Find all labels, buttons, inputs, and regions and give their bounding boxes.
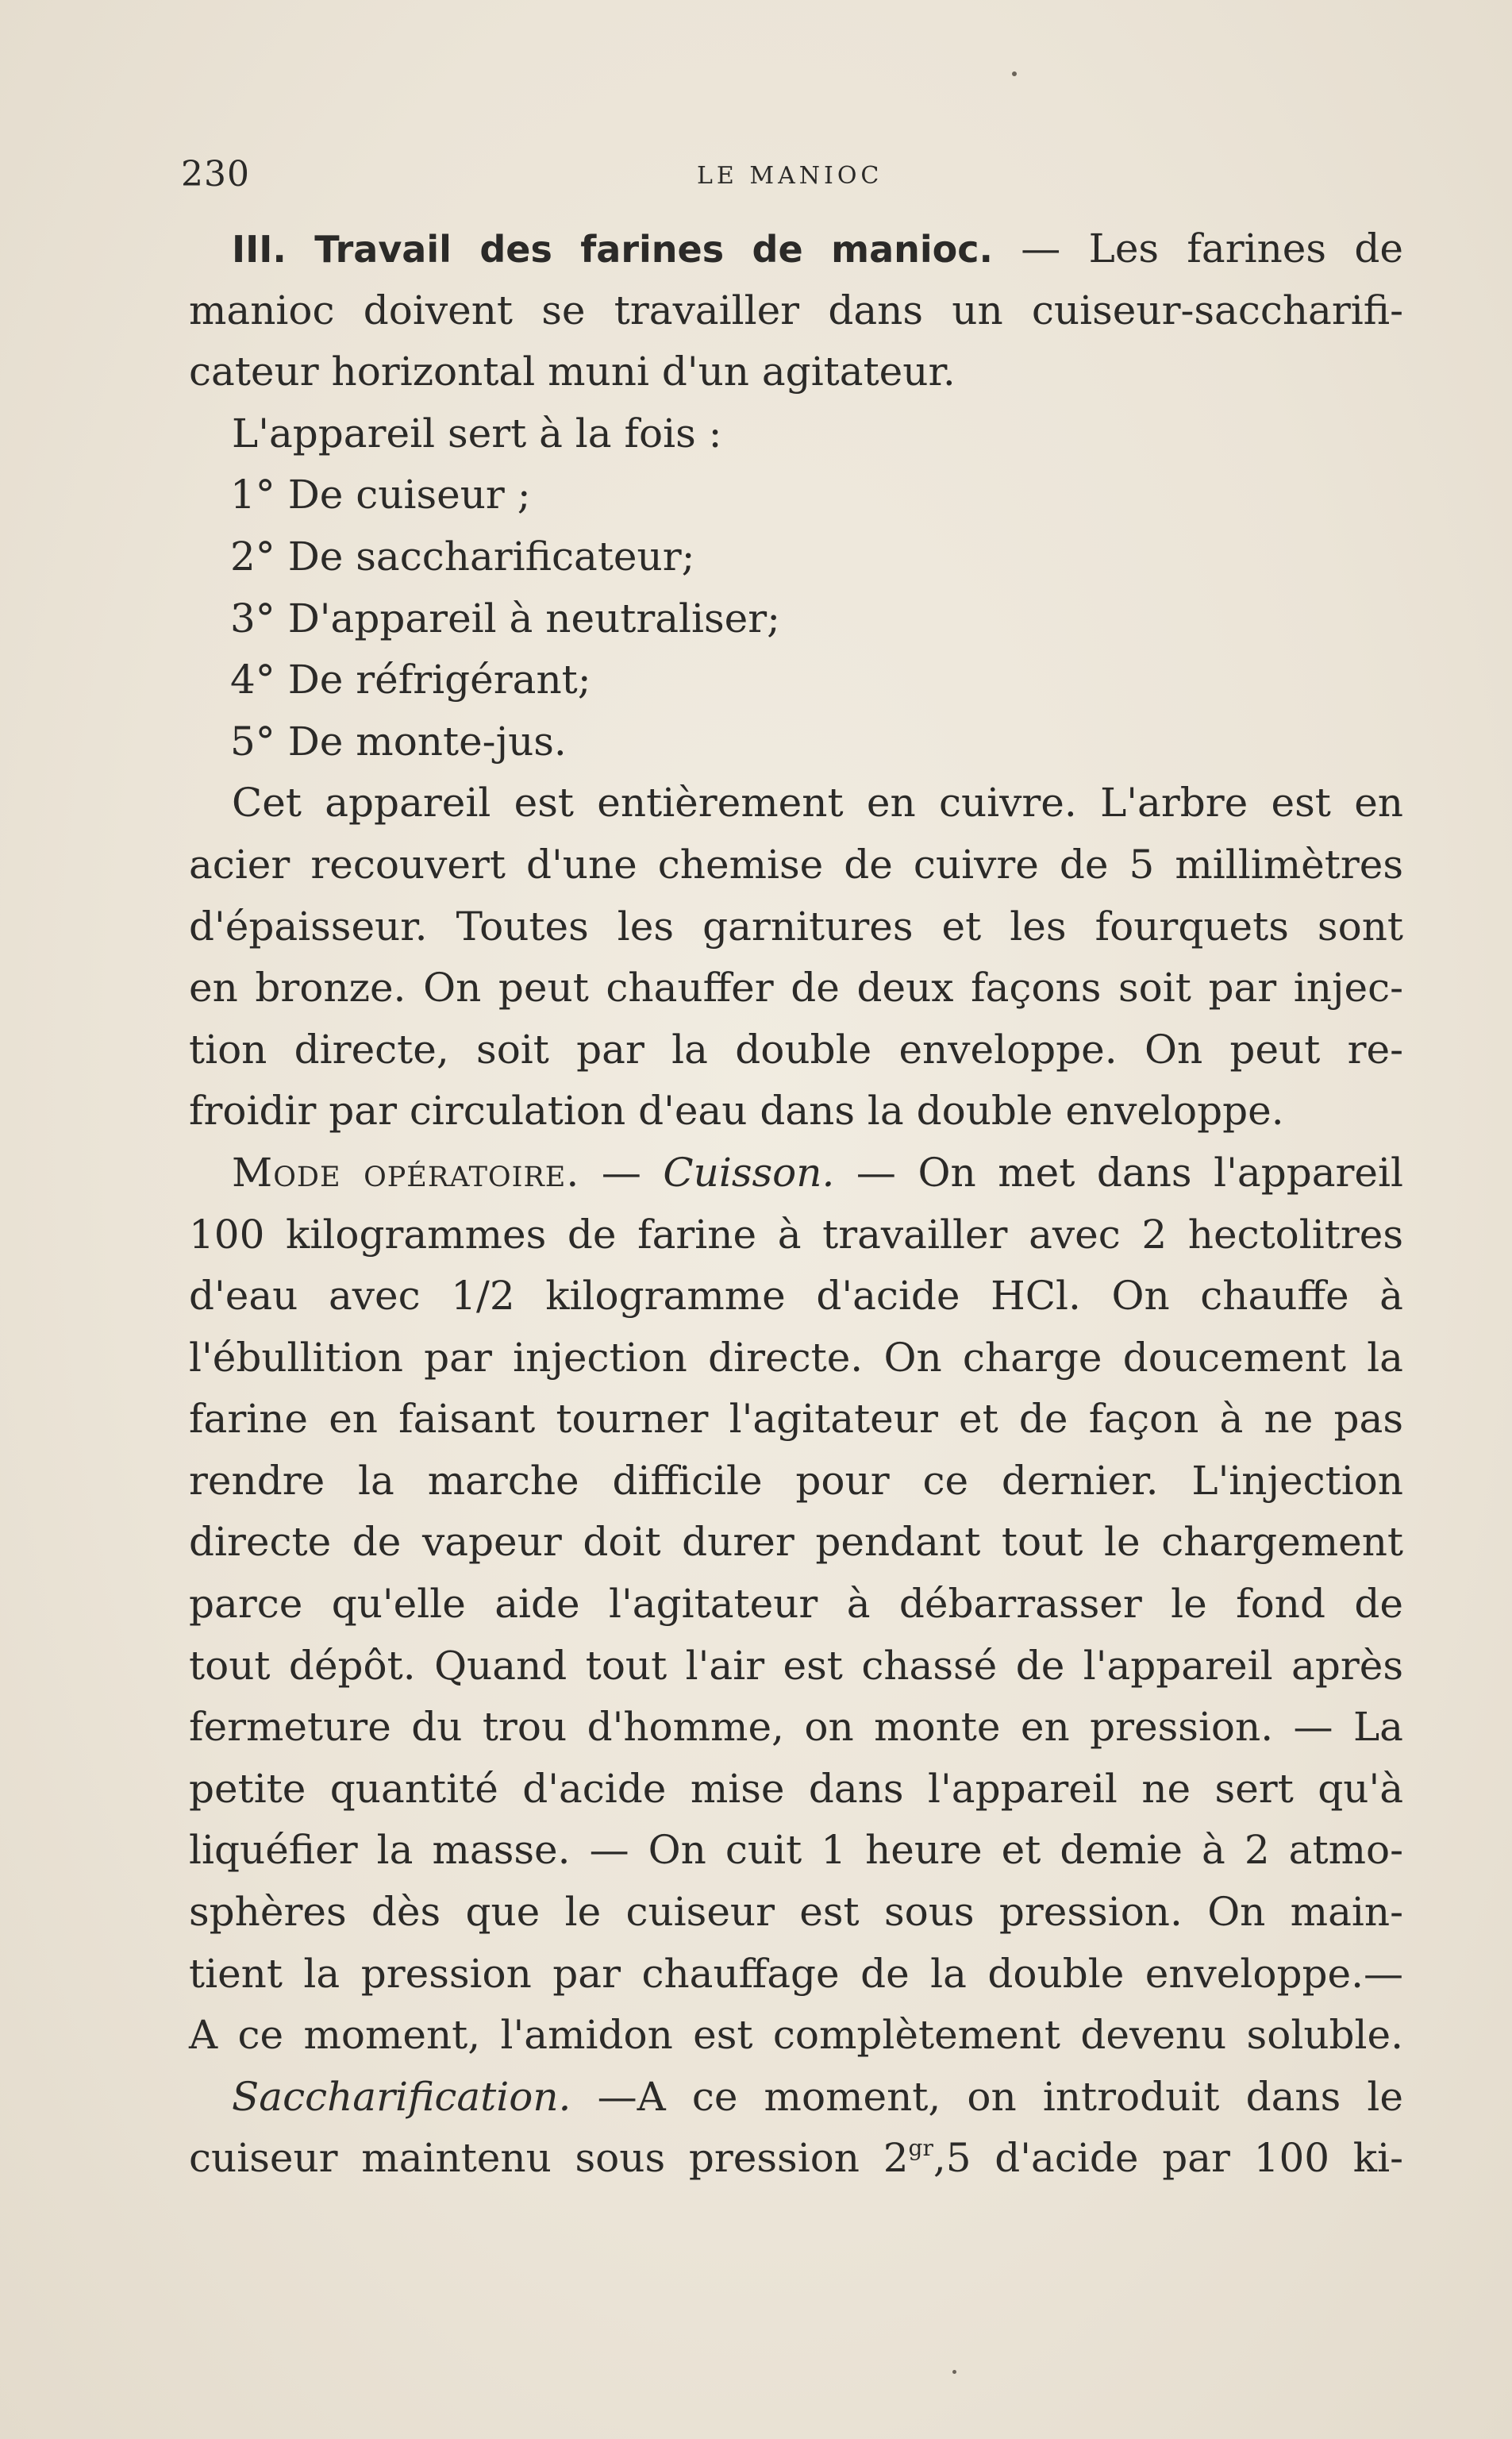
text-line: tient la pression par chauffage de la double enveloppe.— [189, 1950, 1403, 1997]
text-line: rendre la marche difficile pour ce dernier. L'injection [189, 1457, 1403, 1504]
list-item: 4° De réfrigérant; [230, 657, 591, 703]
text-line: liquéfier la masse. — On cuit 1 heure et demie à 2 atmo- [189, 1827, 1403, 1874]
text-line: cuiseur maintenu sous pression $2^{gr},5$ d'acide par 100 ki- [189, 2135, 1403, 2182]
list-item: 5° De monte-jus. [230, 718, 567, 765]
text-line: farine en faisant tourner l'agitateur et de façon à ne pas [189, 1396, 1403, 1443]
text-line: manioc doivent se travailler dans un cuiseur-saccharifi- [189, 287, 1403, 333]
superscript-gr: gr [908, 2135, 933, 2162]
text-line: Saccharification. —A ce moment, on introduit dans le [232, 2073, 1403, 2120]
page-header [181, 151, 1403, 198]
text-line: A ce moment, l'amidon est complètement devenu soluble. [189, 2012, 1403, 2059]
text-line: l'ébullition par injection directe. On charge doucement la [189, 1334, 1403, 1381]
text-line: Cet appareil est entièrement en cuivre. L'arbre est en [232, 780, 1403, 826]
page-number: 230 [181, 154, 250, 195]
section-title: III. Travail des farines de manioc. [232, 228, 993, 271]
text-line: cateur horizontal muni d'un agitateur. [189, 349, 956, 395]
text-line: tion directe, soit par la double enveloppe. On peut re- [189, 1026, 1403, 1073]
text-line: d'épaisseur. Toutes les garnitures et les fourquets sont [189, 903, 1403, 950]
list-item: 2° De saccharificateur; [230, 533, 695, 580]
text-line: petite quantité d'acide mise dans l'appareil ne sert qu'à [189, 1765, 1403, 1812]
text-line: III. Travail des farines de manioc. — Les farines de [232, 225, 1403, 272]
paper-speck [952, 2370, 956, 2374]
list-item: 3° D'appareil à neutraliser; [230, 595, 781, 642]
body-text [189, 218, 1403, 2190]
running-title: LE MANIOC [697, 162, 883, 190]
text-line: 100 kilogrammes de farine à travailler avec 2 hectolitres [189, 1211, 1403, 1258]
text-line: d'eau avec 1/2 kilogramme d'acide HCl. On chauffe à [189, 1273, 1403, 1320]
text-line: directe de vapeur doit durer pendant tout le chargement [189, 1519, 1403, 1566]
text-line: en bronze. On peut chauffer de deux façons soit par injec- [189, 965, 1403, 1011]
text-line: acier recouvert d'une chemise de cuivre de 5 millimètres [189, 841, 1403, 888]
mode-operatoire-heading: Mode opératoire. [232, 1149, 580, 1196]
paper-speck [1012, 71, 1017, 76]
text-line: parce qu'elle aide l'agitateur à débarrasser le fond de [189, 1581, 1403, 1628]
text-line: froidir par circulation d'eau dans la double enveloppe. [189, 1088, 1284, 1135]
text-line: sphères dès que le cuiseur est sous pression. On main- [189, 1889, 1403, 1936]
text-line: Mode opératoire. — Cuisson. — On met dans l'appareil [232, 1149, 1404, 1196]
saccharification-heading: Saccharification. [232, 2073, 571, 2120]
list-item: 1° De cuiseur ; [230, 472, 531, 518]
text-line: tout dépôt. Quand tout l'air est chassé de l'appareil après [189, 1642, 1403, 1689]
text-line: fermeture du trou d'homme, on monte en pression. — La [189, 1704, 1403, 1751]
text-line: L'appareil sert à la fois : [232, 410, 722, 457]
cuisson-heading: Cuisson. [663, 1149, 835, 1196]
